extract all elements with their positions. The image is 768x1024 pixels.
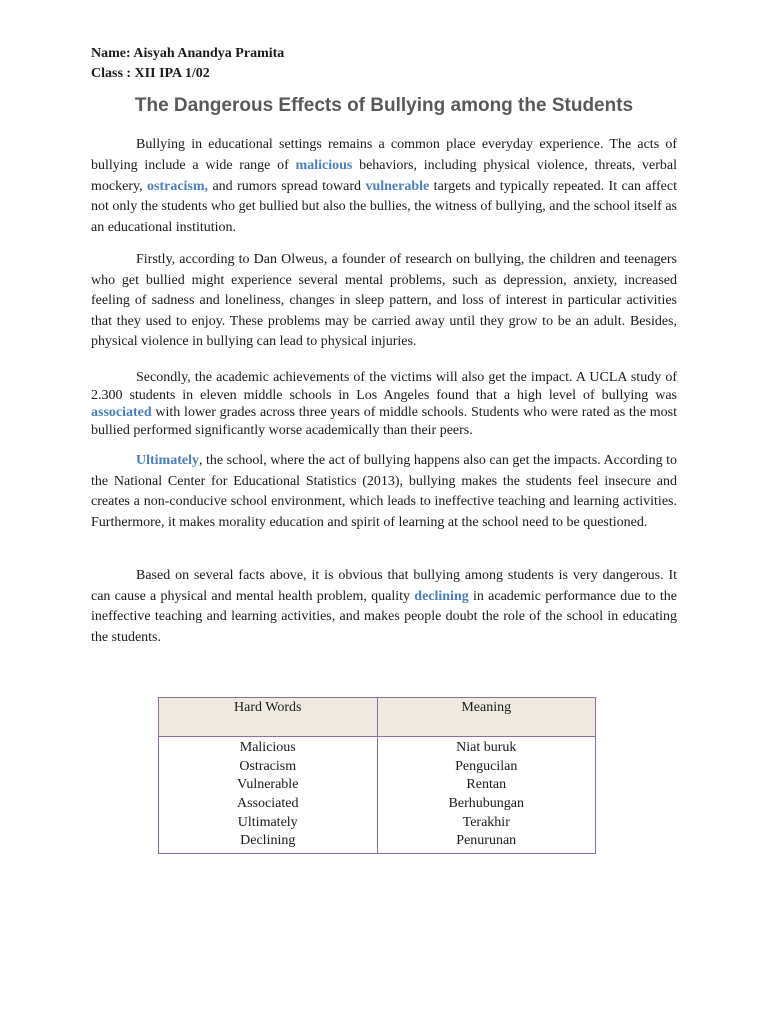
column-header-meaning: Meaning: [377, 698, 596, 737]
meaning-cell: Berhubungan: [377, 795, 596, 814]
hard-word-cell: Malicious: [159, 737, 378, 758]
paragraph-secondly: Secondly, the academic achievements of the victims will also get the impact. A UCLA study of 2.300 students in eleven middle schools in Los Angeles found that a high level of bullying was associated with lower grades across three years of middle schools. Students who were rated as the most bullied performed significantly worse academically than their peers.: [91, 370, 677, 438]
hard-words-table: [158, 697, 596, 854]
student-name: Name: Aisyah Anandya Pramita: [91, 46, 285, 61]
meaning-cell: Penurunan: [377, 832, 596, 853]
highlight-word: vulnerable: [365, 178, 430, 194]
meaning-cell: Niat buruk: [377, 737, 596, 758]
essay-title: The Dangerous Effects of Bullying among the Students: [134, 95, 634, 116]
student-class: Class : XII IPA 1/02: [91, 66, 210, 81]
table-row: [159, 832, 596, 853]
table-row: [159, 737, 596, 758]
meaning-cell: Terakhir: [377, 813, 596, 832]
paragraph-conclusion: Based on several facts above, it is obvious that bullying among students is very dangerous. It can cause a physical and mental health problem, quality declining in academic performance due to the ineffective teaching and learning activities, and makes people doubt the role of the school in educating the students.: [91, 568, 677, 646]
highlight-word: declining: [414, 588, 469, 604]
column-header-hard-words: Hard Words: [159, 698, 378, 737]
paragraph-firstly: Firstly, according to Dan Olweus, a founder of research on bullying, the children and teenagers who get bullied might experience several mental problems, such as depression, anxiety, increased feeling of sadness and loneliness, changes in sleep pattern, and loss of interest in particular activities that they used to enjoy. These problems may be carried away until they grow to be an adult. Besides, physical violence in bullying can lead to physical injuries.: [91, 252, 677, 350]
meaning-cell: Rentan: [377, 776, 596, 795]
paragraph-ultimately: Ultimately, the school, where the act of bullying happens also can get the impacts. According to the National Center for Educational Statistics (2013), bullying makes the students feel insecure and creates a non-conducive school environment, which leads to ineffective teaching and learning activities. Furthermore, it makes morality education and spirit of learning at the school need to be questioned.: [91, 453, 677, 531]
table-row: [159, 758, 596, 777]
paragraph-intro: Bullying in educational settings remains a common place everyday experience. The acts of bullying include a wide range of malicious behaviors, including physical violence, threats, verbal mockery, ostracism, and rumors spread toward vulnerable targets and typically repeated. It can affect not only the students who get bullied but also the bullies, the witness of bullying, and the school itself as an educational institution.: [91, 137, 677, 236]
hard-word-cell: Ostracism: [159, 758, 378, 777]
table-header-row: [159, 698, 596, 737]
highlight-word: ostracism,: [147, 178, 209, 194]
highlight-word: Ultimately: [136, 453, 199, 468]
hard-word-cell: Ultimately: [159, 813, 378, 832]
highlight-word: associated: [91, 405, 152, 420]
table-row: [159, 776, 596, 795]
hard-word-cell: Declining: [159, 832, 378, 853]
table-row: [159, 813, 596, 832]
meaning-cell: Pengucilan: [377, 758, 596, 777]
hard-word-cell: Associated: [159, 795, 378, 814]
highlight-word: malicious: [295, 157, 353, 173]
student-info: [91, 44, 284, 84]
hard-word-cell: Vulnerable: [159, 776, 378, 795]
table-row: [159, 795, 596, 814]
